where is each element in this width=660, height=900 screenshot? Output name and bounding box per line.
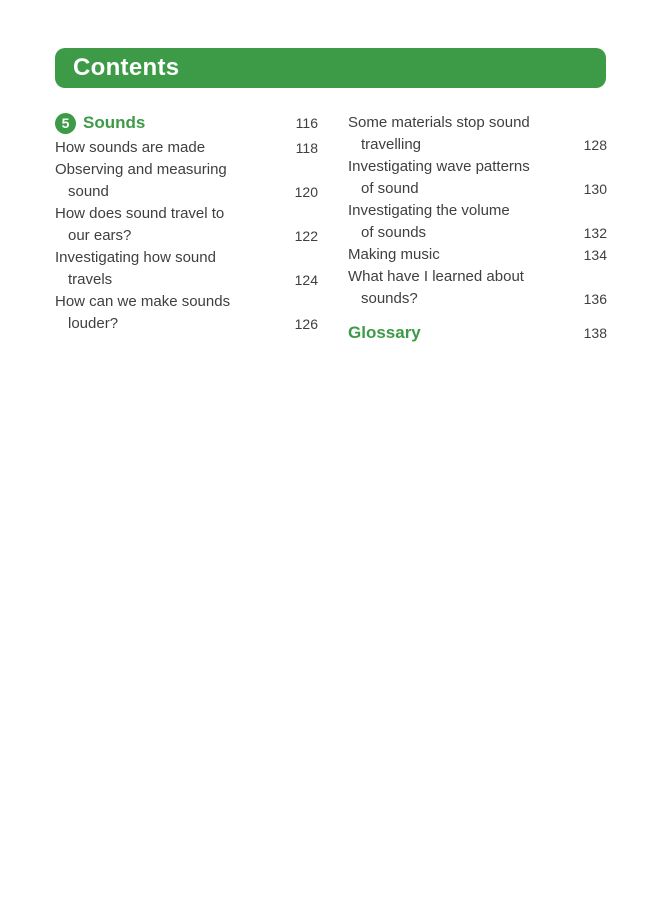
contents-header-bar (55, 48, 606, 88)
toc-entry-page: 126 (294, 316, 318, 332)
toc-entry-page: 132 (583, 225, 607, 241)
toc-entry-title-cont: of sounds (361, 224, 427, 241)
toc-entry-title-cont: travels (68, 271, 113, 288)
toc-entry (348, 244, 607, 266)
toc-entry (348, 112, 607, 156)
toc-entry-title: Observing and measuring (55, 161, 227, 178)
toc-entry-title: How does sound travel to (55, 205, 225, 222)
toc-entry-title-cont: our ears? (68, 227, 132, 244)
toc-entry (55, 203, 318, 247)
toc-entry (55, 291, 318, 335)
toc-entry (55, 247, 318, 291)
toc-entry-page: 128 (583, 137, 607, 153)
toc-entry-title-cont: travelling (361, 136, 422, 153)
toc-entry-title: Some materials stop sound (348, 114, 530, 131)
toc-entry-page: 134 (583, 247, 607, 263)
toc-entry-title-cont: sound (68, 183, 109, 200)
page-title: Contents (73, 54, 180, 81)
toc-entry-title: Investigating wave patterns (348, 158, 530, 175)
toc-entry-page: 136 (583, 291, 607, 307)
glossary-page-number: 138 (583, 325, 607, 341)
toc-entry-title: Investigating the volume (348, 202, 510, 219)
section-page-number: 116 (295, 115, 318, 131)
toc-left-column (55, 112, 318, 344)
toc-entry (55, 137, 318, 159)
toc-entry (55, 159, 318, 203)
toc-entry (348, 200, 607, 244)
toc-entry-title: What have I learned about (348, 268, 524, 285)
section-heading (55, 112, 145, 134)
toc-entry-page: 122 (294, 228, 318, 244)
toc-entry-title: Making music (348, 246, 440, 263)
section-title: Sounds (83, 113, 146, 132)
toc-entry-page: 118 (295, 140, 318, 156)
toc-section-sounds (55, 112, 318, 134)
toc-columns (55, 112, 607, 344)
toc-right-column (348, 112, 607, 344)
toc-entry-title: Investigating how sound (55, 249, 216, 266)
section-number-badge: 5 (55, 113, 76, 134)
toc-glossary-entry (348, 322, 607, 344)
toc-entry-page: 124 (294, 272, 318, 288)
toc-entry (348, 156, 607, 200)
toc-entry-title-cont: louder? (68, 315, 119, 332)
glossary-title: Glossary (348, 323, 421, 342)
toc-entry-page: 130 (583, 181, 607, 197)
toc-entry-title: How sounds are made (55, 139, 206, 156)
toc-entry-title-cont: sounds? (361, 290, 418, 307)
toc-entry-page: 120 (294, 184, 318, 200)
toc-entry-title-cont: of sound (361, 180, 419, 197)
toc-entry (348, 266, 607, 310)
toc-entry-title: How can we make sounds (55, 293, 231, 310)
